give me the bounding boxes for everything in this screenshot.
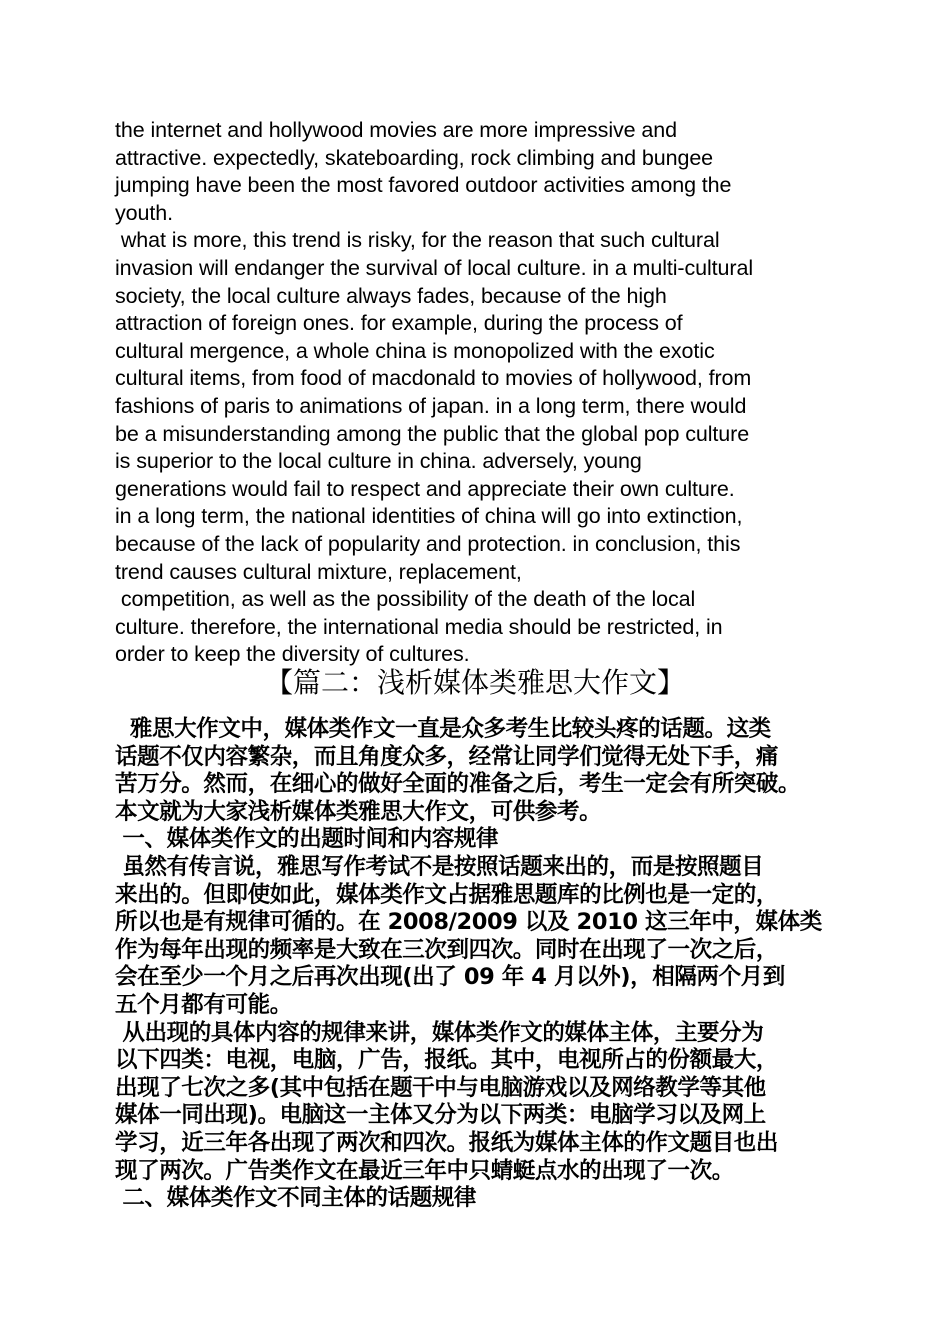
text-line: youth. [115,200,173,225]
text-line: 苦万分。然而，在细心的做好全面的准备之后，考生一定会有所突破。 [115,771,801,798]
text-line: 所以也是有规律可循的。在 2008/2009 以及 2010 这三年中，媒体类 [115,909,822,936]
text-line: cultural mergence, a whole china is monopolized with the exotic [115,338,715,363]
text-line: 虽然有传言说，雅思写作考试不是按照话题来出的，而是按照题目 [115,853,764,880]
text-line: is superior to the local culture in china. adversely, young [115,449,642,474]
text-line: society, the local culture always fades, because of the high [115,283,667,308]
text-line: 本文就为大家浅析媒体类雅思大作文，可供参考。 [115,798,602,825]
english-essay-paragraph [115,117,845,669]
text-line: trend causes cultural mixture, replacement, [115,559,522,584]
subheading-line: 一、媒体类作文的出题时间和内容规律 [115,826,499,853]
text-line: culture. therefore, the international media should be restricted, in [115,614,723,639]
text-line: 以下四类：电视，电脑，广告，报纸。其中，电视所占的份额最大， [115,1047,779,1074]
text-line: the internet and hollywood movies are more impressive and [115,118,677,142]
section-heading: 【篇二：浅析媒体类雅思大作文】 [264,666,685,699]
text-line: competition, as well as the possibility of the death of the local [115,587,696,612]
text-line: 从出现的具体内容的规律来讲，媒体类作文的媒体主体，主要分为 [115,1019,764,1046]
text-line: 来出的。但即使如此，媒体类作文占据雅思题库的比例也是一定的， [115,881,779,908]
text-line: 雅思大作文中，媒体类作文一直是众多考生比较头疼的话题。这类 [115,716,771,742]
subheading-line: 二、媒体类作文不同主体的话题规律 [115,1185,477,1212]
text-line: 现了两次。广告类作文在最近三年中只蜻蜓点水的出现了一次。 [115,1157,734,1184]
text-line: what is more, this trend is risky, for the reason that such cultural [115,228,720,253]
text-line: 五个月都有可能。 [115,991,292,1018]
text-line: 学习，近三年各出现了两次和四次。报纸为媒体主体的作文题目也出 [115,1129,779,1156]
text-line: attraction of foreign ones. for example, during the process of [115,311,683,336]
text-line: attractive. expectedly, skateboarding, rock climbing and bungee [115,145,714,170]
text-line: generations would fail to respect and appreciate their own culture. [115,476,735,501]
text-line: 会在至少一个月之后再次出现(出了 09 年 4 月以外)，相隔两个月到 [115,964,785,991]
text-line: 话题不仅内容繁杂，而且角度众多，经常让同学们觉得无处下手，痛 [115,743,779,770]
text-line: jumping have been the most favored outdoor activities among the [115,173,732,198]
text-line: 作为每年出现的频率是大致在三次到四次。同时在出现了一次之后， [115,936,779,963]
text-line: fashions of paris to animations of japan. in a long term, there would [115,393,747,418]
text-line: because of the lack of popularity and protection. in conclusion, this [115,531,741,556]
text-line: be a misunderstanding among the public that the global pop culture [115,421,750,446]
text-line: 出现了七次之多(其中包括在题干中与电脑游戏以及网络教学等其他 [115,1074,766,1101]
chinese-article-paragraph [115,716,855,1213]
text-line: in a long term, the national identities of china will go into extinction, [115,504,743,529]
text-line: invasion will endanger the survival of local culture. in a multi-cultural [115,255,754,280]
text-line: order to keep the diversity of cultures. [115,642,470,667]
text-line: 媒体一同出现)。电脑这一主体又分为以下两类：电脑学习以及网上 [115,1102,766,1129]
text-line: cultural items, from food of macdonald to movies of hollywood, from [115,366,752,391]
